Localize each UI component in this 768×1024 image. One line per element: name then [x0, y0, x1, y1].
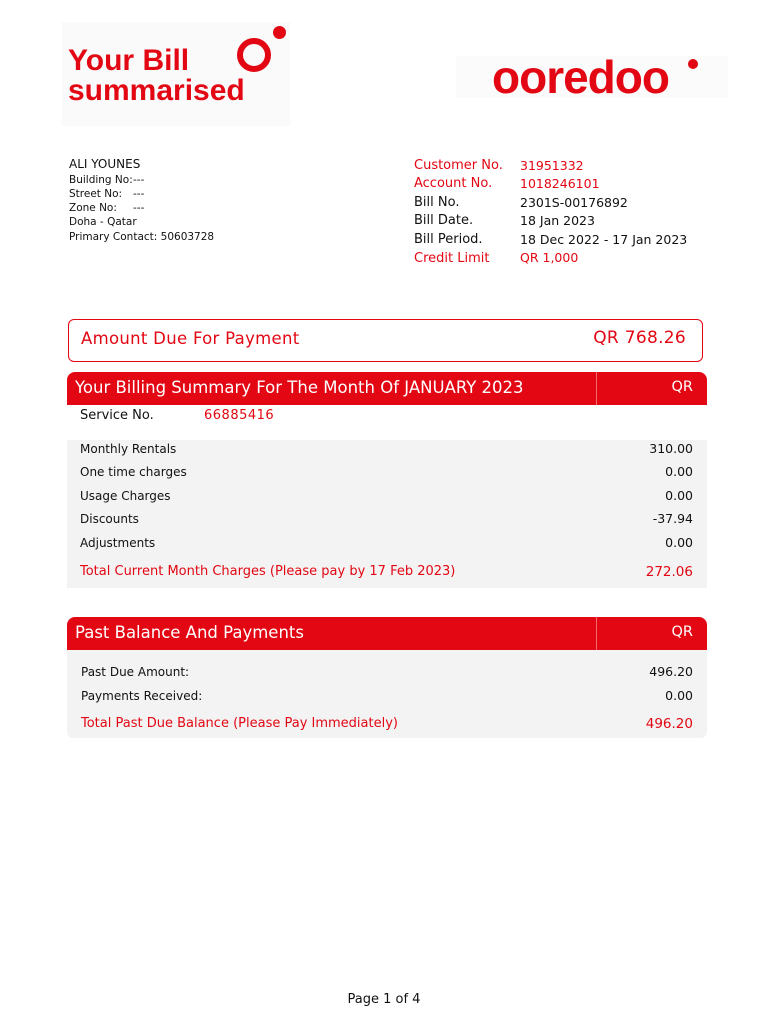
address-value: --- — [133, 174, 145, 186]
address-label: Street No: — [69, 188, 123, 200]
credit-limit-value: QR 1,000 — [520, 250, 579, 265]
total-past-due-label: Total Past Due Balance (Please Pay Immediately) — [81, 716, 398, 731]
address-street — [69, 188, 144, 200]
address-zone — [69, 202, 144, 214]
address-value: --- — [133, 188, 145, 200]
usage-charges-value: 0.00 — [665, 488, 693, 503]
bill-date-value: 18 Jan 2023 — [520, 213, 595, 228]
bill-period-value: 18 Dec 2022 - 17 Jan 2023 — [520, 232, 688, 247]
one-time-charges-label: One time charges — [80, 465, 187, 479]
bill-date-label: Bill Date. — [414, 213, 474, 228]
past-due-amount-label: Past Due Amount: — [81, 665, 190, 679]
address-contact — [69, 231, 214, 243]
usage-charges-label: Usage Charges — [80, 489, 171, 503]
customer-name: ALI YOUNES — [69, 157, 141, 171]
address-building — [69, 174, 144, 186]
address-label: Zone No: — [69, 202, 117, 214]
billing-summary-currency: QR — [671, 379, 693, 395]
address-value: --- — [133, 202, 145, 214]
bill-title-line2: summarised — [68, 74, 245, 107]
discounts-value: -37.94 — [652, 511, 693, 526]
ooredoo-ring-icon — [237, 38, 271, 72]
address-label: Doha - Qatar — [69, 216, 137, 228]
discounts-label: Discounts — [80, 512, 139, 526]
total-current-charges-label: Total Current Month Charges (Please pay by 17 Feb 2023) — [80, 564, 456, 579]
customer-no-value: 31951332 — [520, 158, 584, 173]
address-label: Building No: — [69, 174, 133, 186]
address-city — [69, 216, 137, 228]
billing-summary-title: Your Billing Summary For The Month Of JANUARY 2023 — [75, 378, 524, 397]
header-divider — [596, 372, 597, 405]
account-no-label: Account No. — [414, 176, 493, 191]
credit-limit-label: Credit Limit — [414, 251, 490, 266]
page-number: Page 1 of 4 — [347, 992, 421, 1007]
adjustments-value: 0.00 — [665, 535, 693, 550]
payments-received-value: 0.00 — [665, 688, 693, 703]
past-due-amount-value: 496.20 — [649, 664, 693, 679]
service-no-value: 66885416 — [204, 408, 275, 423]
past-balance-title: Past Balance And Payments — [75, 623, 304, 642]
adjustments-label: Adjustments — [80, 536, 156, 550]
bill-no-label: Bill No. — [414, 195, 460, 210]
monthly-rentals-value: 310.00 — [649, 441, 693, 456]
address-label: Primary Contact: — [69, 231, 158, 243]
customer-no-label: Customer No. — [414, 158, 503, 173]
brand-logo: ooredoo — [492, 51, 669, 103]
account-no-value: 1018246101 — [520, 176, 600, 191]
service-no-label: Service No. — [80, 408, 154, 423]
past-balance-currency: QR — [671, 624, 693, 640]
amount-due-label: Amount Due For Payment — [81, 329, 300, 348]
past-balance-header — [67, 617, 707, 650]
billing-summary-header — [67, 372, 707, 405]
total-current-charges-value: 272.06 — [645, 564, 693, 580]
amount-due-value: QR 768.26 — [593, 328, 686, 348]
brand-logo-dot-icon — [688, 59, 698, 69]
bill-no-value: 2301S-00176892 — [520, 195, 628, 210]
address-value: 50603728 — [160, 231, 215, 243]
monthly-rentals-label: Monthly Rentals — [80, 442, 177, 456]
bill-title-line1: Your Bill — [68, 44, 190, 77]
header-divider — [596, 617, 597, 650]
payments-received-label: Payments Received: — [81, 689, 203, 703]
ooredoo-dot-icon — [273, 26, 286, 39]
total-past-due-value: 496.20 — [645, 716, 693, 732]
one-time-charges-value: 0.00 — [665, 464, 693, 479]
bill-period-label: Bill Period. — [414, 232, 483, 247]
